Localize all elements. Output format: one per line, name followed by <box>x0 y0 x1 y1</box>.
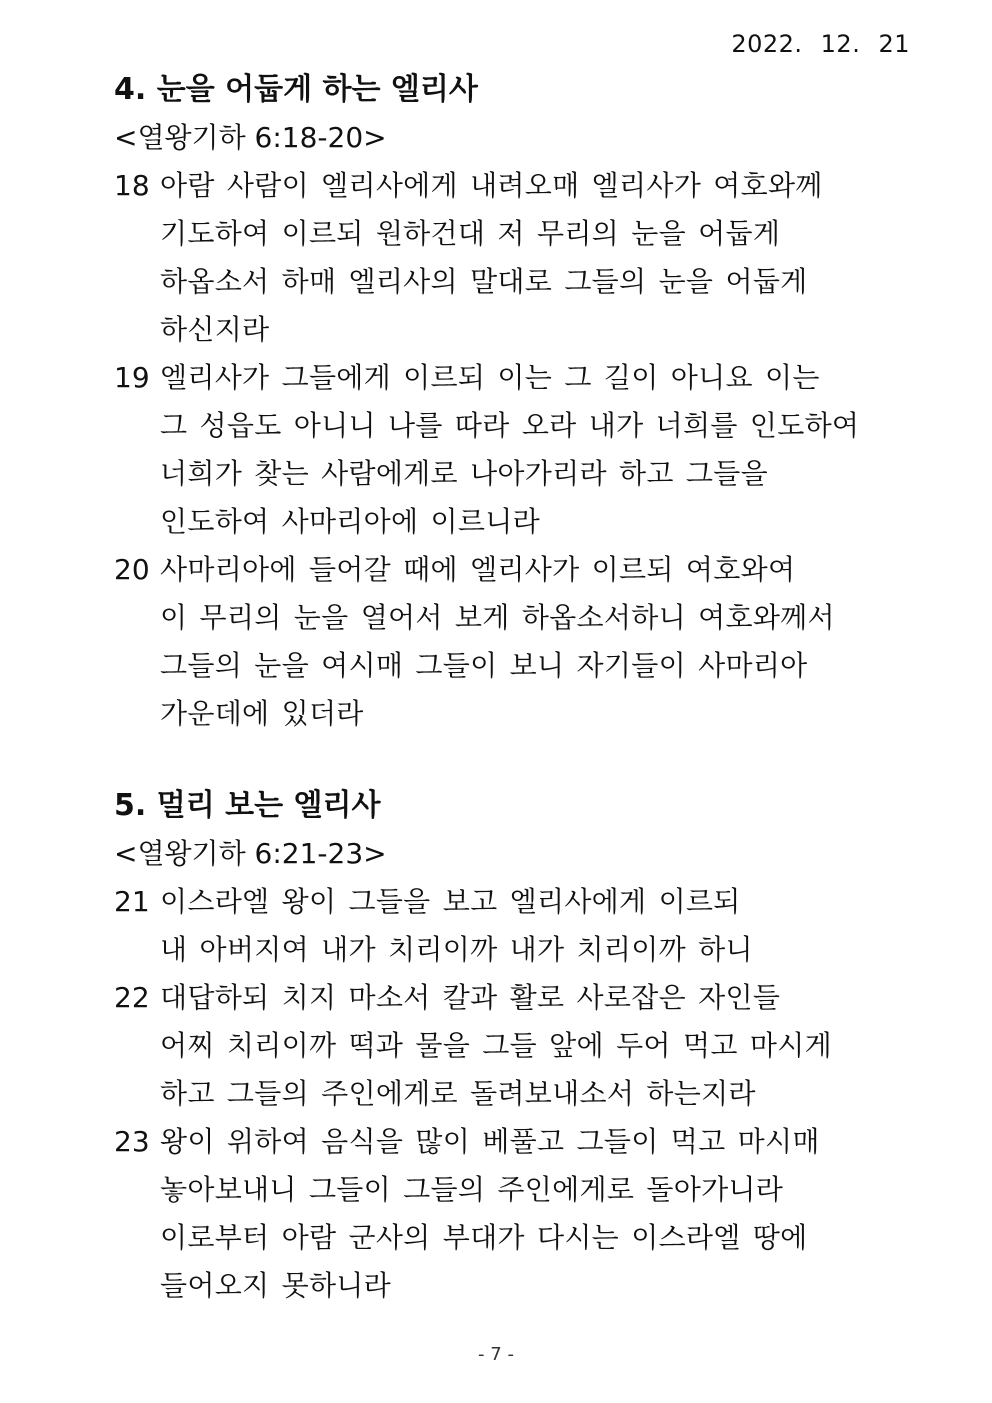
verse-line: 대답하되 치지 마소서 칼과 활로 사로잡은 자인들 <box>160 981 781 1014</box>
verse-line: 가운데에 있더라 <box>160 697 364 730</box>
verse-18 <box>114 162 914 354</box>
verse-line: 하고 그들의 주인에게로 돌려보내소서 하는지라 <box>160 1077 756 1110</box>
verse-number: 23 <box>114 1125 150 1158</box>
verse-19 <box>114 354 914 546</box>
verse-20 <box>114 546 914 738</box>
section-4 <box>114 66 914 738</box>
verse-line: 어찌 치리이까 떡과 물을 그들 앞에 두어 먹고 마시게 <box>160 1029 832 1062</box>
verse-line: 놓아보내니 그들이 그들의 주인에게로 돌아가니라 <box>160 1173 784 1206</box>
section-5 <box>114 782 914 1310</box>
verse-line: 이스라엘 왕이 그들을 보고 엘리사에게 이르되 <box>160 885 741 918</box>
verse-23 <box>114 1118 914 1310</box>
verse-number: 21 <box>114 885 150 918</box>
verse-21 <box>114 878 914 974</box>
verse-22 <box>114 974 914 1118</box>
document-date: 2022. 12. 21 <box>731 30 910 58</box>
verse-line: 엘리사가 그들에게 이르되 이는 그 길이 아니요 이는 <box>160 361 820 394</box>
verse-line: 그 성읍도 아니니 나를 따라 오라 내가 너희를 인도하여 <box>160 409 860 442</box>
verse-number: 20 <box>114 553 150 586</box>
verse-line: 아람 사람이 엘리사에게 내려오매 엘리사가 여호와께 <box>160 169 823 202</box>
verse-line: 너희가 찾는 사람에게로 나아가리라 하고 그들을 <box>160 457 768 490</box>
scripture-reference: <열왕기하 6:18-20> <box>114 121 387 154</box>
verse-line: 내 아버지여 내가 치리이까 내가 치리이까 하니 <box>160 933 753 966</box>
section-heading: 4. 눈을 어둡게 하는 엘리사 <box>114 72 478 107</box>
verse-line: 하옵소서 하매 엘리사의 말대로 그들의 눈을 어둡게 <box>160 265 808 298</box>
verse-line: 들어오지 못하니라 <box>160 1269 391 1302</box>
page-number: - 7 - <box>478 1344 514 1365</box>
verse-line: 그들의 눈을 여시매 그들이 보니 자기들이 사마리아 <box>160 649 808 682</box>
verse-line: 인도하여 사마리아에 이르니라 <box>160 505 540 538</box>
verse-line: 사마리아에 들어갈 때에 엘리사가 이르되 여호와여 <box>160 553 796 586</box>
section-heading: 5. 멀리 보는 엘리사 <box>114 788 381 823</box>
verse-line: 이 무리의 눈을 열어서 보게 하옵소서하니 여호와께서 <box>160 601 835 634</box>
verse-number: 22 <box>114 981 150 1014</box>
verse-number: 18 <box>114 169 150 202</box>
verse-line: 기도하여 이르되 원하건대 저 무리의 눈을 어둡게 <box>160 217 781 250</box>
verse-number: 19 <box>114 361 150 394</box>
verse-line: 왕이 위하여 음식을 많이 베풀고 그들이 먹고 마시매 <box>160 1125 820 1158</box>
scripture-reference: <열왕기하 6:21-23> <box>114 837 387 870</box>
verse-line: 이로부터 아람 군사의 부대가 다시는 이스라엘 땅에 <box>160 1221 808 1254</box>
verse-line: 하신지라 <box>160 313 270 346</box>
